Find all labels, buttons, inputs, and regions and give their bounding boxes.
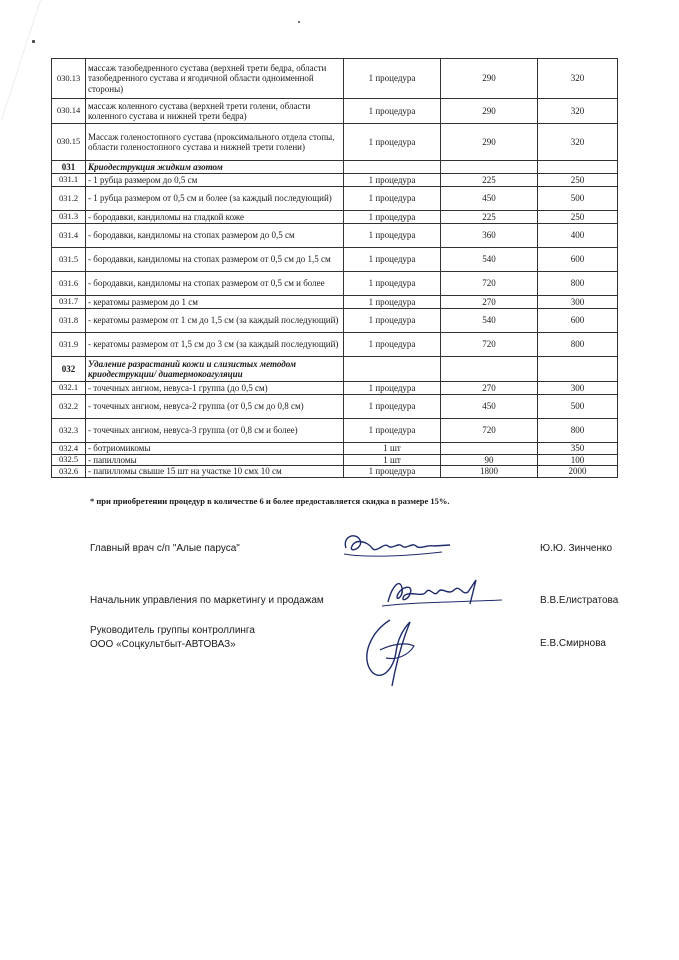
unit-cell <box>344 357 441 382</box>
table-row <box>52 211 618 224</box>
unit-cell: 1 шт <box>344 455 441 466</box>
section-row <box>52 357 618 382</box>
price-cell: 90 <box>441 455 538 466</box>
code-cell: 031.3 <box>52 211 86 224</box>
name-cell: - кератомы размером от 1 см до 1,5 см (за каждый последующий) <box>86 309 344 333</box>
name-cell: массаж коленного сустава (верхней трети голени, области коленного сустава и нижней трети бедра) <box>86 99 344 124</box>
code-cell: 031.6 <box>52 272 86 296</box>
scan-edge-artifact <box>0 0 41 120</box>
table-row <box>52 466 618 477</box>
name-cell: - папилломы свыше 15 шт на участке 10 смх 10 см <box>86 466 344 477</box>
price-cell: 350 <box>538 443 618 455</box>
unit-cell: 1 процедура <box>344 272 441 296</box>
signature-title: Руководитель группы контроллинга ООО «Соцкультбыт-АВТОВАЗ» <box>90 625 255 650</box>
signature-name: В.В.Елистратова <box>540 595 619 606</box>
name-cell: Массаж голеностопного сустава (проксимального отдела стопы, области голеностопного сустава и нижней трети голени) <box>86 124 344 161</box>
code-cell: 031.9 <box>52 333 86 357</box>
code-cell: 030.15 <box>52 124 86 161</box>
signature-row-marketing <box>0 595 679 615</box>
code-cell: 032.4 <box>52 443 86 455</box>
table-row <box>52 224 618 248</box>
table-row <box>52 99 618 124</box>
code-cell: 031.5 <box>52 248 86 272</box>
table-row <box>52 174 618 187</box>
table-row <box>52 187 618 211</box>
discount-footnote: * при приобретении процедур в количестве 6 и более предоставляется скидка в размере 15%. <box>90 496 450 506</box>
price-cell: 540 <box>441 309 538 333</box>
name-cell: - кератомы размером от 1,5 см до 3 см (за каждый последующий) <box>86 333 344 357</box>
signature-title: Главный врач с/п "Алые паруса" <box>90 543 240 554</box>
name-cell: - бородавки, кандиломы на стопах размером от 0,5 см до 1,5 см <box>86 248 344 272</box>
unit-cell: 1 процедура <box>344 174 441 187</box>
unit-cell <box>344 161 441 174</box>
name-cell: Удаление разрастаний кожи и слизистых методом криодеструкции/ диатермокоагуляции <box>86 357 344 382</box>
price-cell <box>538 357 618 382</box>
price-cell <box>441 161 538 174</box>
table-row <box>52 333 618 357</box>
signature-row-controlling <box>0 624 679 664</box>
table-row <box>52 296 618 309</box>
table-row <box>52 272 618 296</box>
table-row <box>52 419 618 443</box>
code-cell: 030.14 <box>52 99 86 124</box>
handwritten-signature-3 <box>350 612 430 690</box>
price-cell: 500 <box>538 187 618 211</box>
price-cell: 270 <box>441 382 538 395</box>
unit-cell: 1 процедура <box>344 99 441 124</box>
price-cell: 100 <box>538 455 618 466</box>
price-cell: 250 <box>538 211 618 224</box>
price-cell: 300 <box>538 382 618 395</box>
price-cell: 540 <box>441 248 538 272</box>
price-cell: 800 <box>538 272 618 296</box>
price-cell: 450 <box>441 395 538 419</box>
code-cell: 031.2 <box>52 187 86 211</box>
table-row <box>52 248 618 272</box>
name-cell: - ботриомикомы <box>86 443 344 455</box>
unit-cell: 1 процедура <box>344 248 441 272</box>
price-cell: 2000 <box>538 466 618 477</box>
price-cell <box>441 357 538 382</box>
price-cell: 320 <box>538 124 618 161</box>
table-row <box>52 59 618 99</box>
unit-cell: 1 процедура <box>344 187 441 211</box>
code-cell: 032.2 <box>52 395 86 419</box>
code-cell: 031.7 <box>52 296 86 309</box>
price-table <box>51 58 618 478</box>
unit-cell: 1 процедура <box>344 382 441 395</box>
code-cell: 031.1 <box>52 174 86 187</box>
name-cell: - точечных ангиом, невуса-2 группа (от 0,5 см до 0,8 см) <box>86 395 344 419</box>
price-cell: 500 <box>538 395 618 419</box>
unit-cell: 1 процедура <box>344 59 441 99</box>
price-cell: 290 <box>441 99 538 124</box>
name-cell: - точечных ангиом, невуса-1 группа (до 0,5 см) <box>86 382 344 395</box>
table-row <box>52 395 618 419</box>
price-cell: 290 <box>441 59 538 99</box>
price-cell: 360 <box>441 224 538 248</box>
scan-speck <box>32 40 35 43</box>
code-cell: 031.8 <box>52 309 86 333</box>
price-cell: 225 <box>441 174 538 187</box>
price-cell: 720 <box>441 333 538 357</box>
code-cell: 031 <box>52 161 86 174</box>
unit-cell: 1 процедура <box>344 296 441 309</box>
handwritten-signature-2 <box>378 572 508 614</box>
name-cell: Криодеструкция жидким азотом <box>86 161 344 174</box>
table-row <box>52 309 618 333</box>
price-cell: 720 <box>441 272 538 296</box>
price-cell: 720 <box>441 419 538 443</box>
scan-speck <box>298 21 300 23</box>
name-cell: - папилломы <box>86 455 344 466</box>
name-cell: - точечных ангиом, невуса-3 группа (от 0,8 см и более) <box>86 419 344 443</box>
unit-cell: 1 процедура <box>344 124 441 161</box>
handwritten-signature-1 <box>338 528 458 562</box>
unit-cell: 1 процедура <box>344 309 441 333</box>
price-cell: 450 <box>441 187 538 211</box>
name-cell: - 1 рубца размером до 0,5 см <box>86 174 344 187</box>
table-row <box>52 443 618 455</box>
price-cell: 400 <box>538 224 618 248</box>
signature-name: Е.В.Смирнова <box>540 638 606 649</box>
price-cell: 1800 <box>441 466 538 477</box>
table-row <box>52 382 618 395</box>
code-cell: 032.6 <box>52 466 86 477</box>
code-cell: 032.1 <box>52 382 86 395</box>
price-cell <box>441 443 538 455</box>
price-cell: 320 <box>538 59 618 99</box>
price-cell: 250 <box>538 174 618 187</box>
unit-cell: 1 процедура <box>344 333 441 357</box>
code-cell: 032 <box>52 357 86 382</box>
unit-cell: 1 шт <box>344 443 441 455</box>
price-cell: 270 <box>441 296 538 309</box>
code-cell: 031.4 <box>52 224 86 248</box>
price-table-body <box>52 59 618 478</box>
price-cell: 800 <box>538 333 618 357</box>
price-cell: 290 <box>441 124 538 161</box>
price-cell: 320 <box>538 99 618 124</box>
name-cell: массаж тазобедренного сустава (верхней трети бедра, области тазобедренного сустава и ягодичной области одноименной стороны) <box>86 59 344 99</box>
price-cell: 225 <box>441 211 538 224</box>
table-row <box>52 455 618 466</box>
code-cell: 032.3 <box>52 419 86 443</box>
name-cell: - бородавки, кандиломы на стопах размером от 0,5 см и более <box>86 272 344 296</box>
name-cell: - кератомы размером до 1 см <box>86 296 344 309</box>
price-cell: 600 <box>538 248 618 272</box>
signature-name: Ю.Ю. Зинченко <box>540 543 613 554</box>
unit-cell: 1 процедура <box>344 466 441 477</box>
signature-title: Начальник управления по маркетингу и продажам <box>90 595 324 606</box>
price-cell: 600 <box>538 309 618 333</box>
code-cell: 032.5 <box>52 455 86 466</box>
name-cell: - 1 рубца размером от 0,5 см и более (за каждый последующий) <box>86 187 344 211</box>
unit-cell: 1 процедура <box>344 395 441 419</box>
unit-cell: 1 процедура <box>344 211 441 224</box>
code-cell: 030.13 <box>52 59 86 99</box>
price-cell: 300 <box>538 296 618 309</box>
name-cell: - бородавки, кандиломы на стопах размером до 0,5 см <box>86 224 344 248</box>
price-cell: 800 <box>538 419 618 443</box>
name-cell: - бородавки, кандиломы на гладкой коже <box>86 211 344 224</box>
price-cell <box>538 161 618 174</box>
table-row <box>52 124 618 161</box>
unit-cell: 1 процедура <box>344 419 441 443</box>
section-row <box>52 161 618 174</box>
unit-cell: 1 процедура <box>344 224 441 248</box>
